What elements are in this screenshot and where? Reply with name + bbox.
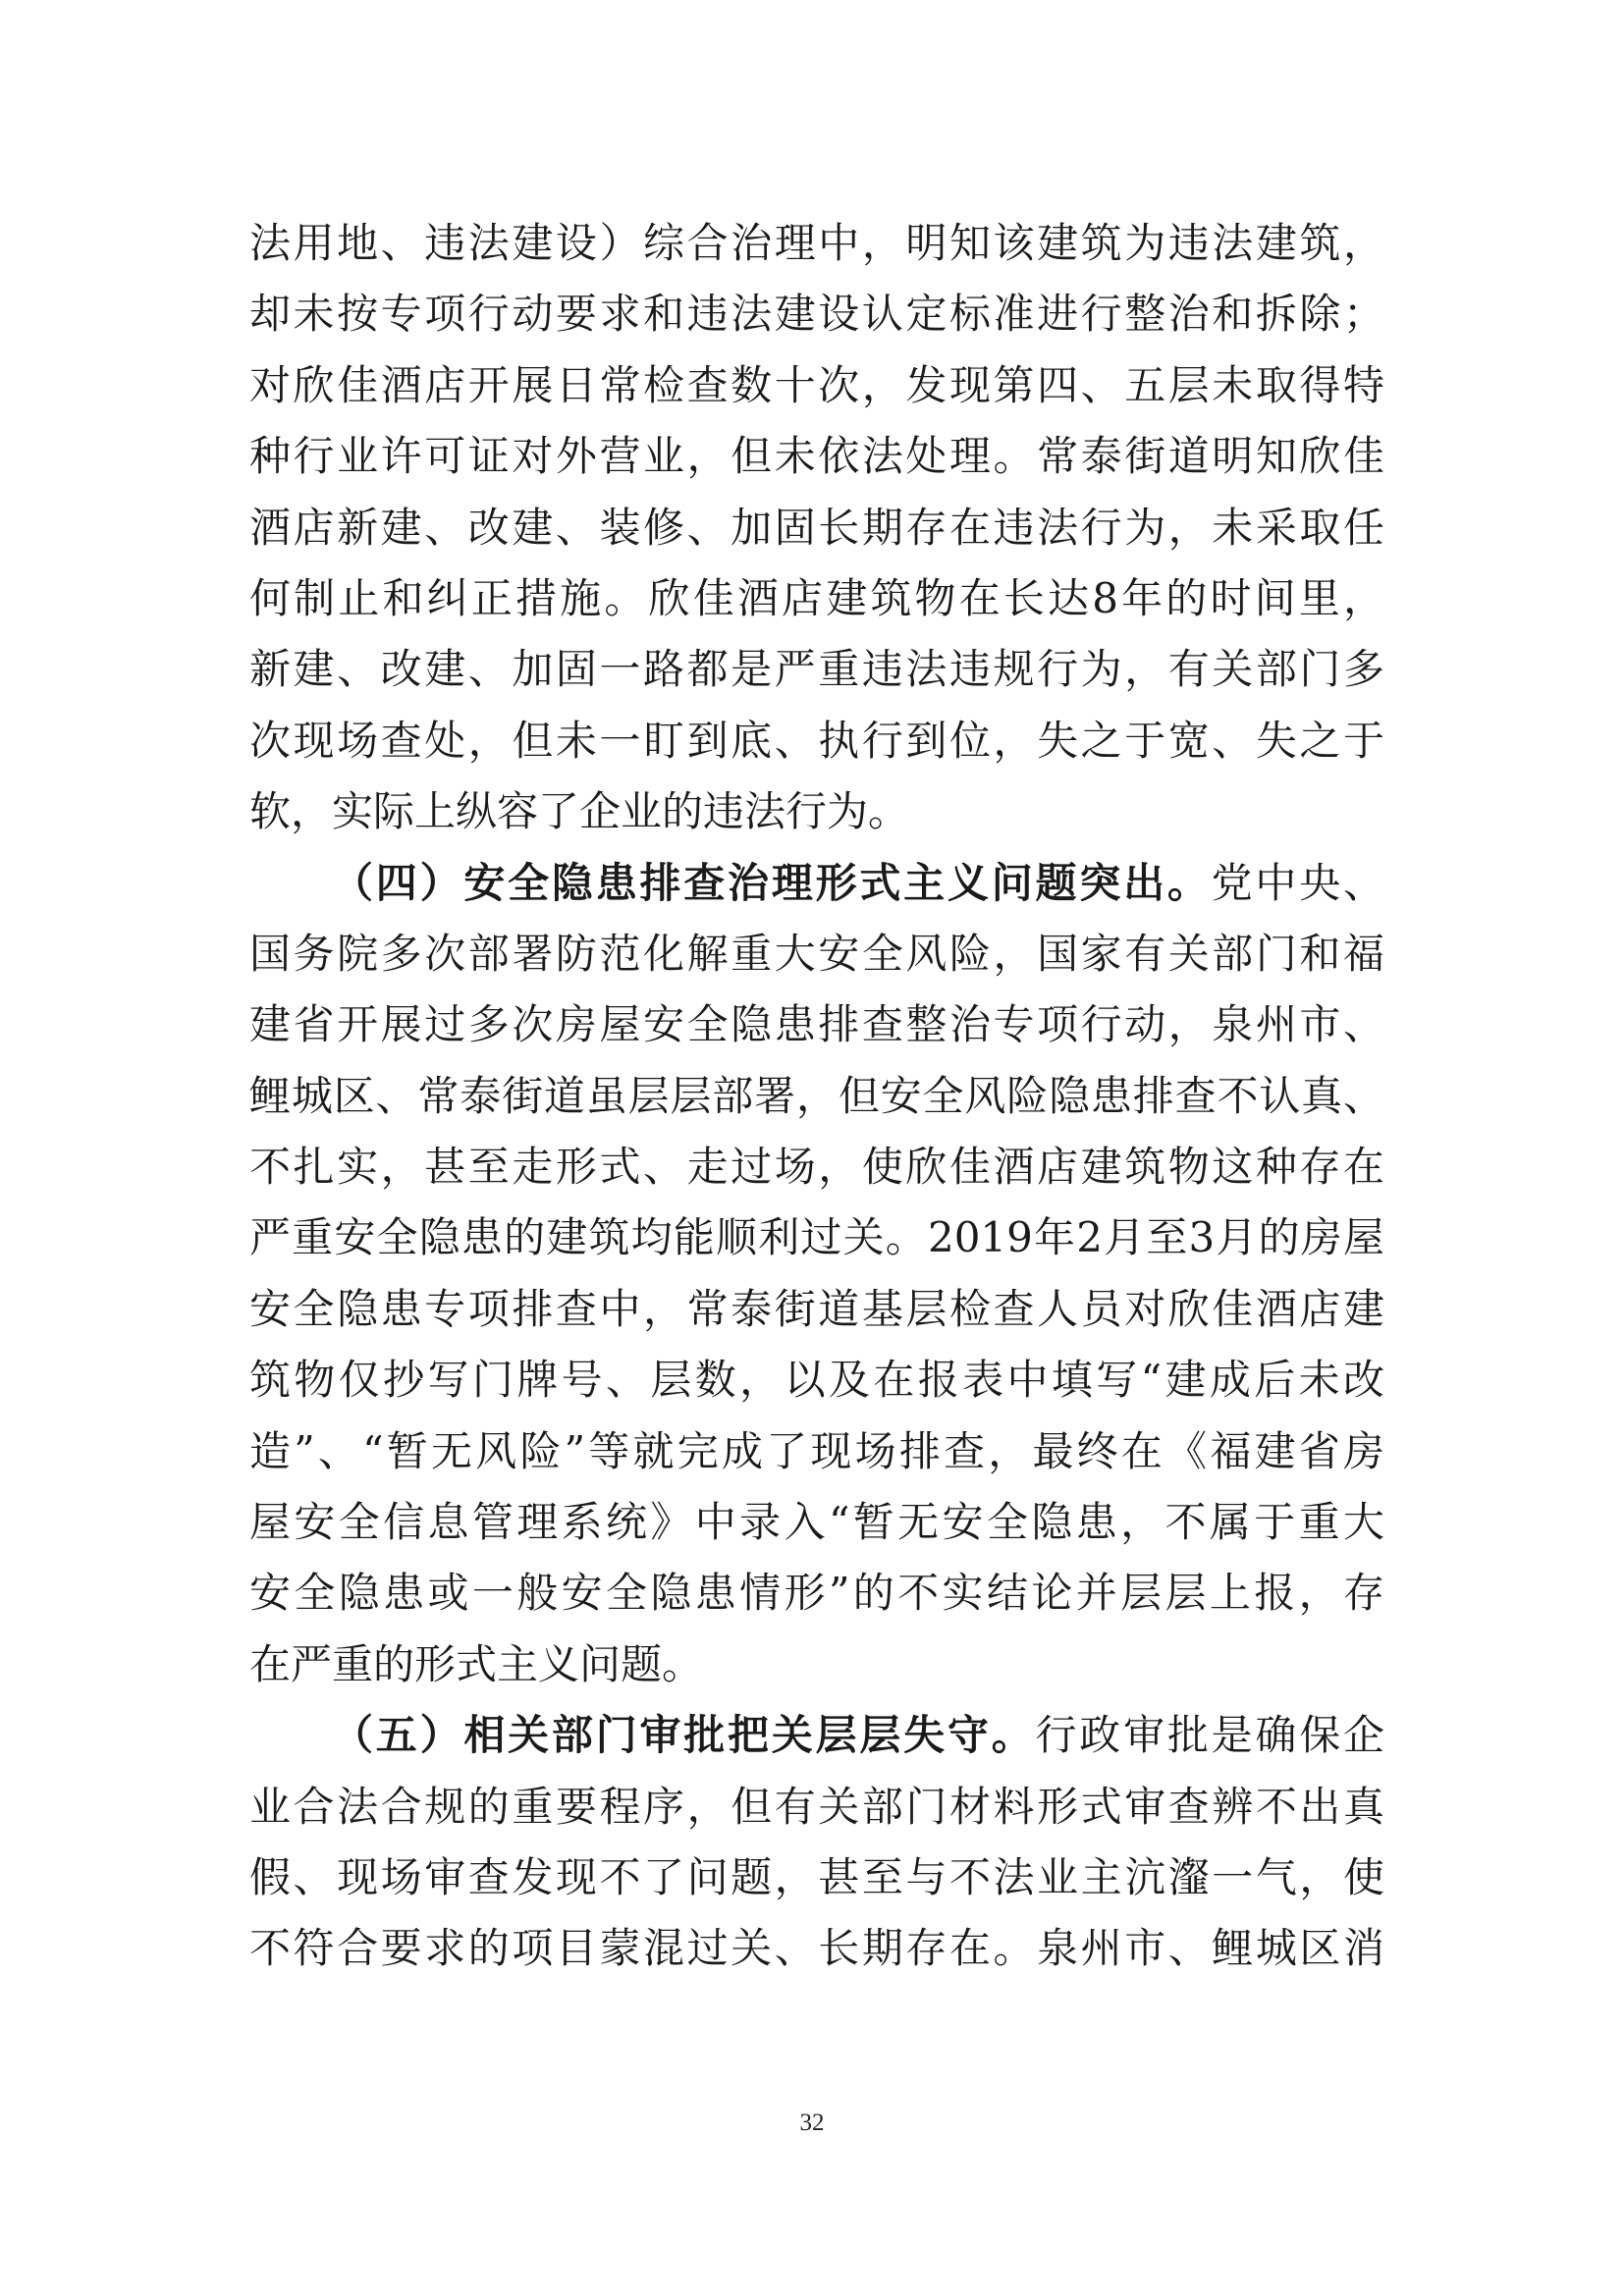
text-line: 次现场查处，但未一盯到底、执行到位，失之于宽、失之于 — [249, 716, 1384, 765]
body-text — [249, 208, 1384, 1985]
text-line: 何制止和纠正措施。欣佳酒店建筑物在长达8年的时间里， — [249, 573, 1384, 622]
text-line: 法用地、违法建设）综合治理中，明知该建筑为违法建筑， — [249, 219, 1384, 267]
text-line: 业合法合规的重要程序，但有关部门材料形式审查辨不出真 — [249, 1782, 1384, 1831]
text-line: 却未按专项行动要求和违法建设认定标准进行整治和拆除； — [249, 290, 1384, 339]
text-line: 严重安全隐患的建筑均能顺利过关。2019年2月至3月的房屋 — [249, 1213, 1384, 1262]
text-line: 假、现场审查发现不了问题，甚至与不法业主沆瀣一气，使 — [249, 1852, 1384, 1901]
text-line: 不符合要求的项目蒙混过关、长期存在。泉州市、鲤城区消 — [249, 1924, 1384, 1973]
section-heading-line-4 — [249, 848, 1384, 919]
text-line: 对欣佳酒店开展日常检查数十次，发现第四、五层未取得特 — [249, 360, 1384, 409]
text-line: 软，实际上纵容了企业的违法行为。 — [249, 787, 910, 836]
text-line: 国务院多次部署防范化解重大安全风险，国家有关部门和福 — [249, 929, 1384, 978]
text-line: 屋安全信息管理系统》中录入“暂无安全隐患，不属于重大 — [249, 1498, 1384, 1547]
text-line: 安全隐患专项排查中，常泰街道基层检查人员对欣佳酒店建 — [249, 1284, 1384, 1333]
text-line: 酒店新建、改建、装修、加固长期存在违法行为，未采取任 — [249, 503, 1384, 552]
section-heading-5: （五）相关部门审批把关层层失守。 — [332, 1711, 1036, 1760]
text-line: 建省开展过多次房屋安全隐患排查整治专项行动，泉州市、 — [249, 1000, 1384, 1049]
text-line: 新建、改建、加固一路都是严重违法违规行为，有关部门多 — [249, 645, 1384, 694]
text-line: 种行业许可证对外营业，但未依法处理。常泰街道明知欣佳 — [249, 432, 1384, 481]
text-line: 在严重的形式主义问题。 — [249, 1639, 704, 1688]
text-line: 鲤城区、常泰街道虽层层部署，但安全风险隐患排查不认真、 — [249, 1071, 1384, 1120]
section-heading-4: （四）安全隐患排查治理形式主义问题突出。 — [332, 858, 1212, 907]
text-run: 行政审批是确保企 — [1035, 1711, 1384, 1760]
text-run: 党中央、 — [1211, 858, 1384, 907]
section-heading-line-5 — [249, 1700, 1384, 1771]
text-line: 筑物仅抄写门牌号、层数，以及在报表中填写“建成后未改 — [249, 1356, 1384, 1405]
text-line: 造”、“暂无风险”等就完成了现场排查，最终在《福建省房 — [249, 1426, 1384, 1475]
text-line: 不扎实，甚至走形式、走过场，使欣佳酒店建筑物这种存在 — [249, 1143, 1384, 1192]
text-line: 安全隐患或一般安全隐患情形”的不实结论并层层上报，存 — [249, 1569, 1384, 1618]
page-number: 32 — [799, 2109, 825, 2136]
